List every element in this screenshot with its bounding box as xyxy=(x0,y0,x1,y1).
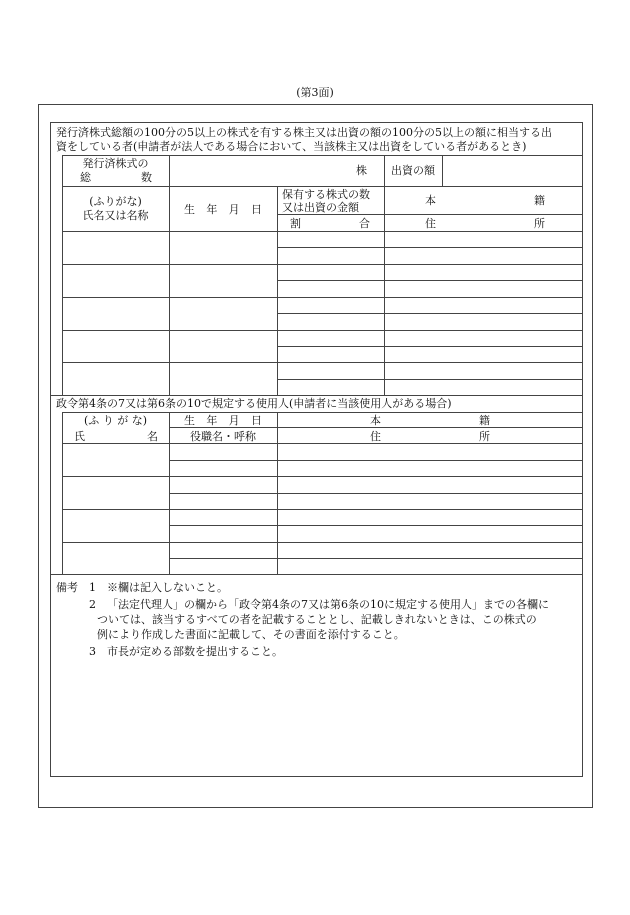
remark-3-text: 市長が定める部数を提出すること。 xyxy=(107,645,283,658)
holding-amount-label-line1: 保有する株式の数 xyxy=(282,188,370,201)
birth-date-label: 生 年 月 日 xyxy=(184,203,262,216)
holding-amount-label-line2: 又は出資の金額 xyxy=(282,201,359,214)
furigana-label: (ふりがな) xyxy=(89,195,142,208)
page-number-label: (第3面) xyxy=(296,86,334,99)
ratio-label: 割 合 xyxy=(290,217,370,230)
employee-name-label: 氏 名 xyxy=(74,430,158,443)
remark-1-text: ※欄は記入しないこと。 xyxy=(107,581,228,594)
address-label: 住 所 xyxy=(425,217,545,230)
remark-2-text-line2: ついては、該当するすべての者を記載することとし、記載しきれないときは、この株式の xyxy=(97,613,537,626)
domicile-label: 本 籍 xyxy=(425,194,545,207)
remark-3-number: 3 xyxy=(89,645,96,658)
remarks-label: 備考 xyxy=(56,581,78,594)
remark-1-number: 1 xyxy=(89,581,96,594)
remark-2-text-line1: 「法定代理人」の欄から「政令第4条の7又は第6条の10に規定する使用人」までの各欄に xyxy=(107,598,549,611)
issued-shares-label-line1: 発行済株式の xyxy=(82,157,149,170)
shares-unit-label: 株 xyxy=(356,164,367,177)
employee-domicile-label: 本 籍 xyxy=(370,414,490,427)
employee-birth-date-label: 生 年 月 日 xyxy=(184,414,262,427)
employee-position-label: 役職名・呼称 xyxy=(190,430,256,443)
remark-2-number: 2 xyxy=(89,598,96,611)
name-or-title-label: 氏名又は名称 xyxy=(82,209,149,222)
employee-furigana-label: (ふ り が な) xyxy=(83,414,148,427)
issued-shares-label-line2: 総 数 xyxy=(80,171,152,184)
shareholder-section-title-line1: 発行済株式総額の100分の5以上の株式を有する株主又は出資の額の100分の5以上の額に相当する出 xyxy=(56,126,552,139)
remark-2-text-line3: 例により作成した書面に記載して、その書面を添付すること。 xyxy=(97,628,405,641)
employee-address-label: 住 所 xyxy=(370,430,490,443)
capital-amount-label: 出資の額 xyxy=(391,164,435,177)
shareholder-section-title-line2: 資をしている者(申請者が法人である場合において、当該株主又は出資をしている者があるとき) xyxy=(56,140,527,153)
employee-section-title: 政令第4条の7又は第6条の10で規定する使用人(申請者に当該使用人がある場合) xyxy=(56,397,452,410)
